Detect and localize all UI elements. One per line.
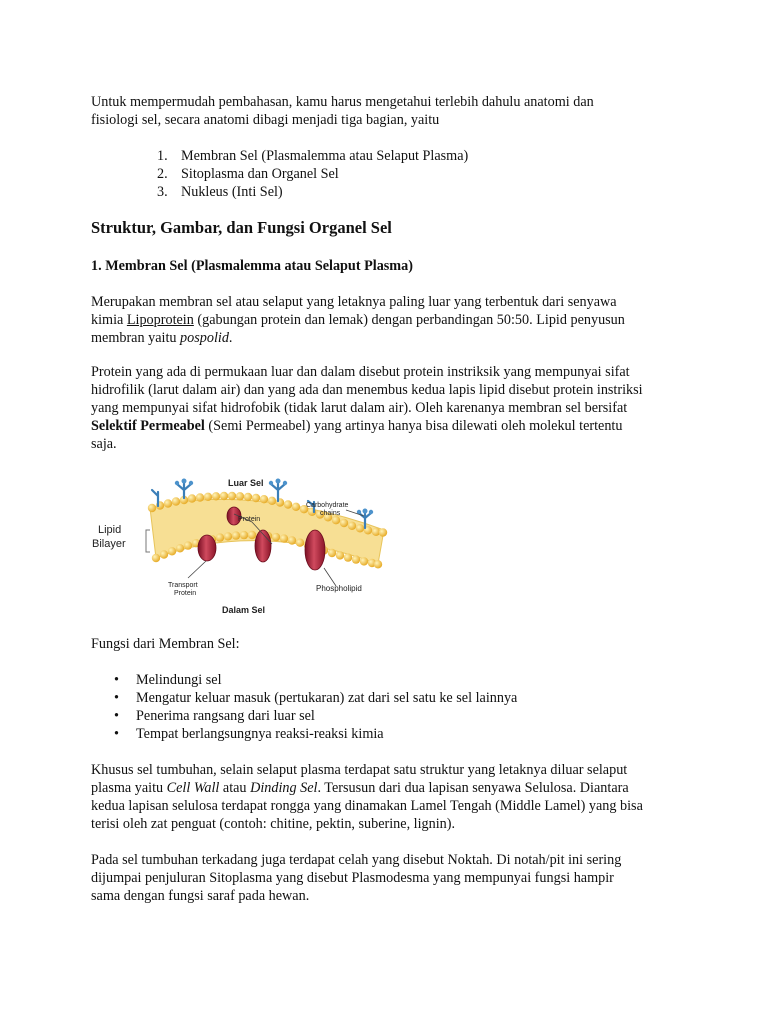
subsection-heading-wrap [91,257,691,275]
list-item [91,707,691,725]
paragraph-line [91,779,691,797]
section-heading: Struktur, Gambar, dan Fungsi Organel Sel [91,218,392,237]
section-heading-wrap [91,219,691,237]
lipid-label-2: Bilayer [92,538,126,550]
text-run: membran yaitu [91,330,181,346]
subsection-heading: 1. Membran Sel (Plasmalemma atau Selaput Plasma) [91,258,413,274]
italic-term: Dinding Sel [250,780,318,796]
paragraph-line: terisi oleh zat penguat (contoh: chitine, pektin, suberine, lignin). [91,816,456,832]
transport-label-1: Transport [168,582,198,589]
paragraph-line: yang mempunyai sifat hidrofobik (tidak larut dalam air). Oleh karenanya membran sel bersifat [91,400,628,416]
carbohydrate-label-2: chains [320,510,341,517]
paragraph-line [91,329,691,347]
functions-title-wrap [91,635,691,653]
bullet-icon: • [114,708,119,724]
paragraph-line: Protein yang ada di permukaan luar dan dalam disebut protein instriksik yang mempunyai sifat [91,364,630,380]
lipid-bilayer-figure [88,468,398,618]
paragraph-line: hidrofilik (larut dalam air) dan yang ada dan menembus kedua lapis lipid disebut protein instriksi [91,382,643,398]
list-item-text: Nukleus (Inti Sel) [181,184,283,200]
bullet-icon: • [114,690,119,706]
list-item [91,147,691,165]
list-number: 3. [157,184,168,200]
phospholipid-label: Phospholipid [316,584,362,593]
inside-cell-label: Dalam Sel [222,605,266,615]
bullet-icon: • [114,672,119,688]
list-item [91,183,691,201]
list-item [91,671,691,689]
list-item [91,689,691,707]
text-run: . Tersusun dari dua lapisan senyawa Selulosa. Diantara [317,780,629,796]
cell-parts-list [91,147,691,201]
carbohydrate-label-1: Carbohydrate [306,502,349,509]
list-item [91,165,691,183]
paragraph-line: Merupakan membran sel atau selaput yang letaknya paling luar yang terbentuk dari senyawa [91,294,617,310]
list-item-text: Mengatur keluar masuk (pertukaran) zat dari sel satu ke sel lainnya [136,690,518,706]
list-number: 2. [157,166,168,182]
functions-list [91,671,691,743]
list-number: 1. [157,148,168,164]
list-item-text: Penerima rangsang dari luar sel [136,708,315,724]
list-item-text: Sitoplasma dan Organel Sel [181,166,339,182]
paragraph-line: dijumpai penjuluran Sitoplasma yang disebut Plasmodesma yang mempunyai fungsi hampir [91,870,614,886]
paragraph-line: Pada sel tumbuhan terkadang juga terdapat celah yang disebut Noktah. Di notah/pit ini sering [91,852,622,868]
text-run: (Semi Permeabel) yang artinya hanya bisa dilewati oleh molekul tertentu [204,418,623,434]
text-run: plasma yaitu [91,780,167,796]
text-run: . [228,330,233,346]
paragraph-line [91,417,691,435]
italic-term: Cell Wall [166,780,220,796]
outside-cell-label: Luar Sel [228,478,264,488]
paragraph-line: Khusus sel tumbuhan, selain selaput plasma terdapat satu struktur yang letaknya diluar selaput [91,762,628,778]
transport-label-2: Protein [174,590,197,597]
text-run: atau [219,780,251,796]
text-run: kimia [91,312,127,328]
paragraph-line [91,311,691,329]
bold-term: Selektif Permeabel [91,418,205,434]
list-item-text: Melindungi sel [136,672,222,688]
paragraph-line: saja. [91,436,117,452]
list-item-text: Tempat berlangsungnya reaksi-reaksi kimia [136,726,384,742]
lipid-label-1: Lipid [98,524,122,536]
text-run: (gabungan protein dan lemak) dengan perbandingan 50:50. Lipid penyusun [193,312,625,328]
italic-term: pospolid [180,330,229,346]
intro-line: Untuk mempermudah pembahasan, kamu harus mengetahui terlebih dahulu anatomi dan [91,94,594,110]
membrane-paragraph-2 [91,363,691,453]
cell-wall-paragraph [91,761,691,833]
paragraph-line: sama dengan fungsi saraf pada hewan. [91,888,310,904]
membrane-paragraph-1 [91,293,691,347]
lipoprotein-link[interactable]: Lipoprotein [126,312,194,328]
functions-title: Fungsi dari Membran Sel: [91,636,240,652]
bullet-icon: • [114,726,119,742]
protein-label: Protein [238,516,261,523]
intro-line: fisiologi sel, secara anatomi dibagi menjadi tiga bagian, yaitu [91,112,440,128]
list-item-text: Membran Sel (Plasmalemma atau Selaput Plasma) [181,148,469,164]
noktah-paragraph [91,851,691,905]
intro-paragraph [91,93,691,129]
paragraph-line: kedua lapisan selulosa terdapat rongga yang dinamakan Lamel Tengah (Middle Lamel) yang bisa [91,798,643,814]
bilayer-bracket [146,530,150,552]
list-item [91,725,691,743]
